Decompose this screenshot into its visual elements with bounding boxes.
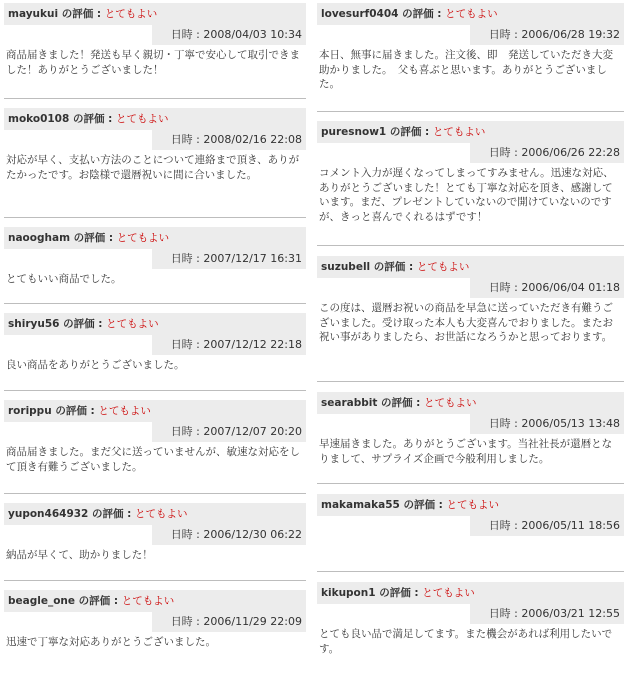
rating-label: の評価 : bbox=[377, 397, 425, 409]
rating-label: の評価 : bbox=[398, 8, 446, 20]
rating-value: とてもよい bbox=[424, 397, 477, 409]
date-label: 日時 : bbox=[170, 615, 204, 628]
review-header bbox=[317, 121, 624, 143]
date-label: 日時 : bbox=[170, 528, 204, 541]
rating-value: とてもよい bbox=[116, 232, 170, 244]
review-date: 2007/12/07 20:20 bbox=[203, 425, 302, 438]
date-label: 日時 : bbox=[488, 28, 522, 41]
separator bbox=[317, 245, 624, 246]
review-text: 商品届きました。まだ父に送っていませんが、敏速な対応をして頂き有難うございました。 bbox=[6, 446, 300, 473]
review-header bbox=[317, 494, 624, 516]
review-date: 2008/02/16 22:08 bbox=[203, 133, 302, 146]
review-item bbox=[317, 392, 624, 466]
rating-label: の評価 : bbox=[399, 499, 447, 511]
review-header bbox=[4, 227, 306, 249]
reviewer-name[interactable]: rorippu bbox=[8, 405, 52, 417]
review-date-bar bbox=[470, 25, 624, 45]
review-text: この度は、還暦お祝いの商品を早急に送っていただき有難うございました。受け取った本人も大変喜んでおりました。またお祝い事がありましたら、お世話になろうかと思っております。 bbox=[319, 302, 613, 343]
review-date-bar bbox=[152, 25, 306, 45]
review-date-bar bbox=[152, 422, 306, 442]
separator bbox=[4, 580, 306, 581]
reviewer-name[interactable]: beagle_one bbox=[8, 595, 76, 607]
review-date-bar bbox=[470, 604, 624, 624]
review-date-bar bbox=[152, 525, 306, 545]
rating-value: とてもよい bbox=[106, 318, 159, 330]
rating-label: の評価 : bbox=[370, 261, 417, 273]
review-header bbox=[4, 3, 306, 25]
reviewer-name[interactable]: naoogham bbox=[8, 232, 71, 244]
review-header bbox=[4, 590, 306, 612]
review-header bbox=[317, 392, 624, 414]
review-item bbox=[4, 313, 306, 373]
review-header bbox=[4, 108, 306, 130]
date-label: 日時 : bbox=[170, 338, 204, 351]
reviewer-name[interactable]: lovesurf0404 bbox=[321, 8, 399, 20]
review-header bbox=[4, 313, 306, 335]
review-date: 2006/03/21 12:55 bbox=[521, 607, 620, 620]
reviewer-name[interactable]: suzubell bbox=[321, 261, 371, 273]
review-date-bar bbox=[152, 335, 306, 355]
separator bbox=[4, 390, 306, 391]
review-text: とてもいい商品でした。 bbox=[6, 273, 122, 285]
date-label: 日時 : bbox=[170, 425, 204, 438]
review-date: 2006/06/04 01:18 bbox=[521, 281, 620, 294]
review-text: 本日、無事に届きました。注文後、即 発送していただき大変助かりました。 父も喜ぶと思います。ありがとうございました。 bbox=[319, 49, 613, 90]
separator bbox=[317, 571, 624, 572]
rating-label: の評価 : bbox=[75, 595, 122, 607]
date-label: 日時 : bbox=[488, 417, 522, 430]
review-date-bar bbox=[470, 143, 624, 163]
date-label: 日時 : bbox=[488, 607, 522, 620]
review-date: 2006/05/11 18:56 bbox=[521, 519, 620, 532]
reviewer-name[interactable]: moko0108 bbox=[8, 113, 70, 125]
review-text bbox=[317, 536, 624, 539]
review-text: 早速届きました。ありがとうございます。当社社長が還暦となりまして、サプライズ企画で今般利用しました。 bbox=[319, 438, 613, 465]
review-item bbox=[4, 503, 306, 563]
rating-label: の評価 : bbox=[88, 508, 136, 520]
review-item bbox=[4, 227, 306, 287]
review-item bbox=[317, 582, 624, 656]
review-item bbox=[4, 400, 306, 474]
rating-label: の評価 : bbox=[70, 232, 117, 244]
rating-value: とてもよい bbox=[432, 126, 486, 138]
date-label: 日時 : bbox=[170, 28, 204, 41]
separator bbox=[4, 303, 306, 304]
rating-label: の評価 : bbox=[386, 126, 433, 138]
review-header bbox=[4, 503, 306, 525]
review-date: 2007/12/12 22:18 bbox=[203, 338, 302, 351]
review-date: 2006/11/29 22:09 bbox=[203, 615, 302, 628]
date-label: 日時 : bbox=[170, 133, 204, 146]
review-item bbox=[4, 108, 306, 182]
review-date-bar bbox=[470, 414, 624, 434]
reviewer-name[interactable]: kikupon1 bbox=[321, 587, 376, 599]
rating-value: とてもよい bbox=[98, 405, 151, 417]
rating-label: の評価 : bbox=[51, 405, 99, 417]
reviewer-name[interactable]: mayukui bbox=[8, 8, 59, 20]
review-date: 2008/04/03 10:34 bbox=[203, 28, 302, 41]
review-item bbox=[317, 3, 624, 92]
rating-value: とてもよい bbox=[445, 8, 498, 20]
separator bbox=[4, 493, 306, 494]
review-date-bar bbox=[470, 278, 624, 298]
date-label: 日時 : bbox=[170, 252, 204, 265]
separator bbox=[4, 217, 306, 218]
review-header bbox=[317, 3, 624, 25]
review-text: 商品届きました！発送も早く親切・丁寧で安心して取引できました！ありがとうございました！ bbox=[6, 49, 300, 76]
rating-value: とてもよい bbox=[135, 508, 188, 520]
review-date-bar bbox=[470, 516, 624, 536]
review-date: 2006/06/28 19:32 bbox=[521, 28, 620, 41]
review-date: 2006/12/30 06:22 bbox=[203, 528, 302, 541]
review-date-bar bbox=[152, 130, 306, 150]
rating-value: とてもよい bbox=[446, 499, 499, 511]
separator bbox=[317, 111, 624, 112]
review-header bbox=[317, 256, 624, 278]
rating-value: とてもよい bbox=[121, 595, 175, 607]
rating-label: の評価 : bbox=[375, 587, 423, 599]
review-item bbox=[4, 3, 306, 77]
rating-value: とてもよい bbox=[422, 587, 475, 599]
review-text: 納品が早くて、助かりました！ bbox=[6, 549, 153, 561]
review-date: 2007/12/17 16:31 bbox=[203, 252, 302, 265]
review-item bbox=[317, 256, 624, 345]
rating-value: とてもよい bbox=[416, 261, 470, 273]
date-label: 日時 : bbox=[488, 519, 522, 532]
reviewer-name[interactable]: shiryu56 bbox=[8, 318, 60, 330]
review-date: 2006/06/26 22:28 bbox=[521, 146, 620, 159]
review-item bbox=[317, 121, 624, 224]
date-label: 日時 : bbox=[488, 146, 522, 159]
review-header bbox=[317, 582, 624, 604]
review-date: 2006/05/13 13:48 bbox=[521, 417, 620, 430]
rating-value: とてもよい bbox=[104, 8, 158, 20]
review-item bbox=[4, 590, 306, 650]
reviewer-name[interactable]: puresnow1 bbox=[321, 126, 387, 138]
review-header bbox=[4, 400, 306, 422]
review-date-bar bbox=[152, 612, 306, 632]
reviewer-name[interactable]: makamaka55 bbox=[321, 499, 400, 511]
review-text: とても良い品で満足してます。また機会があれば利用したいです。 bbox=[319, 628, 613, 655]
rating-value: とてもよい bbox=[115, 113, 169, 125]
review-text: コメント入力が遅くなってしまってすみません。迅速な対応、ありがとうございました！とても丁寧な対応を頂き、感謝しています。まだ、プレゼントしていないので開けていないのですが、きっと喜んでくれるはずです！ bbox=[319, 167, 614, 223]
reviewer-name[interactable]: searabbit bbox=[321, 397, 378, 409]
reviewer-name[interactable]: yupon464932 bbox=[8, 508, 89, 520]
rating-label: の評価 : bbox=[58, 8, 105, 20]
separator bbox=[317, 381, 624, 382]
date-label: 日時 : bbox=[488, 281, 522, 294]
rating-label: の評価 : bbox=[59, 318, 107, 330]
review-text: 対応が早く、支払い方法のことについて連絡まで頂き、ありがたかったです。お陰様で還暦祝いに間に合いました。 bbox=[6, 154, 300, 181]
separator bbox=[317, 483, 624, 484]
review-date-bar bbox=[152, 249, 306, 269]
review-item bbox=[317, 494, 624, 539]
review-text: 良い商品をありがとうございました。 bbox=[6, 359, 185, 371]
rating-label: の評価 : bbox=[69, 113, 116, 125]
separator bbox=[4, 98, 306, 99]
review-text: 迅速で丁寧な対応ありがとうございました。 bbox=[6, 636, 216, 648]
